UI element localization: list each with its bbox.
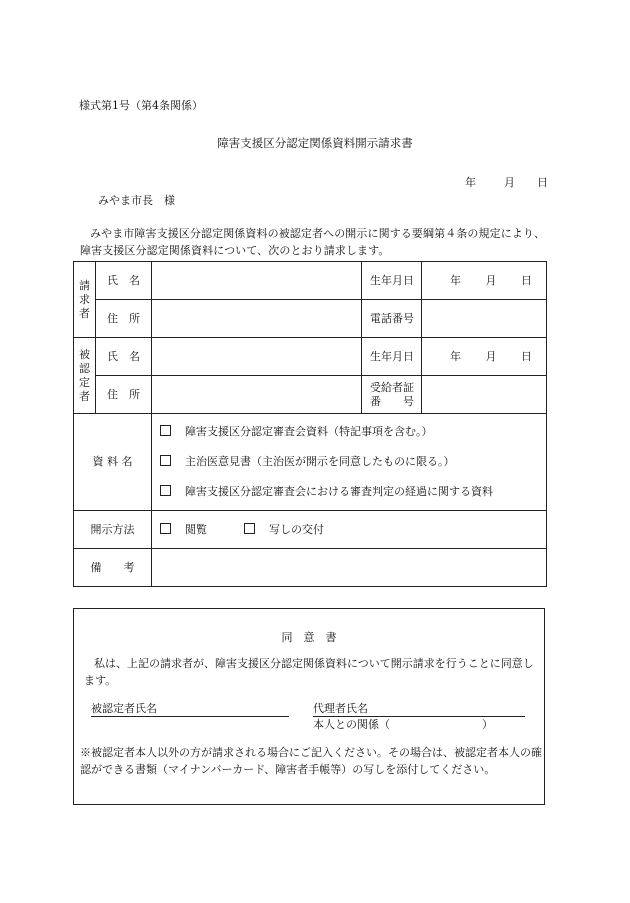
remarks-label: 備 考	[74, 549, 152, 587]
method-option-copy[interactable]: 写しの交付	[269, 522, 324, 536]
material-option-judgment-process[interactable]: 障害支援区分認定審査会における審査判定の経過に関する資料	[152, 477, 546, 507]
request-table	[73, 261, 547, 587]
requester-name-field[interactable]	[152, 262, 362, 300]
birth-day-unit: 日	[521, 273, 532, 287]
requester-group-label: 請 求 者	[74, 262, 96, 338]
date-month: 月	[504, 176, 515, 189]
material-option-review-docs[interactable]: 障害支援区分認定審査会資料（特記事項を含む。）	[152, 417, 546, 447]
requester-phone-label: 電話番号	[362, 300, 422, 338]
method-option-view[interactable]: 閲覧	[185, 522, 207, 536]
requester-address-field[interactable]	[152, 300, 362, 338]
addressee: みやま市長 様	[98, 194, 175, 207]
certified-address-field[interactable]	[152, 376, 362, 414]
requester-phone-field[interactable]	[422, 300, 547, 338]
requester-birth-label: 生年月日	[362, 262, 422, 300]
certified-name-signature-label: 被認定者氏名	[91, 702, 157, 715]
certified-name-signature-line[interactable]	[91, 700, 289, 717]
birth-month-unit: 月	[485, 273, 497, 287]
document-title: 障害支援区分認定関係資料開示請求書	[217, 136, 413, 150]
checkbox-icon[interactable]	[160, 455, 171, 466]
certificate-number-label: 受給者証 番 号	[362, 376, 422, 414]
certificate-number-field[interactable]	[422, 376, 547, 414]
material-option-doctor-opinion[interactable]: 主治医意見書（主治医が開示を同意したものに限る。）	[152, 447, 546, 477]
date-year: 年	[465, 176, 476, 189]
remarks-field[interactable]	[152, 549, 547, 587]
agent-name-signature-line[interactable]	[313, 700, 525, 717]
certified-birth-label: 生年月日	[362, 338, 422, 376]
certified-birth-field[interactable]	[422, 338, 547, 376]
checkbox-icon[interactable]	[160, 425, 171, 436]
agent-name-signature-label: 代理者氏名	[313, 702, 368, 715]
relation-field[interactable]	[313, 716, 525, 732]
consent-body: 私は、上記の請求者が、障害支援区分認定関係資料について開示請求を行うことに同意します。	[84, 657, 534, 687]
consent-note: ※被認定者本人以外の方が請求される場合にご記入ください。その場合は、被認定者本人の確認ができる書類（マイナンバーカード、障害者手帳等）の写しを添付してください。	[80, 746, 542, 776]
materials-label: 資 料 名	[74, 414, 152, 511]
requester-address-label: 住 所	[96, 300, 152, 338]
birth-day-unit: 日	[521, 349, 532, 363]
certified-name-field[interactable]	[152, 338, 362, 376]
checkbox-icon[interactable]	[244, 523, 255, 534]
requester-birth-field[interactable]	[422, 262, 547, 300]
birth-year-unit: 年	[450, 349, 461, 363]
certified-address-label: 住 所	[96, 376, 152, 414]
requester-name-label: 氏 名	[96, 262, 152, 300]
consent-title: 同 意 書	[281, 631, 337, 644]
birth-year-unit: 年	[450, 273, 461, 287]
method-options	[152, 511, 547, 549]
birth-month-unit: 月	[485, 349, 497, 363]
consent-section	[73, 608, 545, 805]
relation-close-paren: ）	[482, 718, 493, 731]
form-number-label: 様式第1号（第4条関係）	[79, 99, 203, 112]
materials-options	[152, 414, 547, 511]
intro-paragraph: みやま市障害支援区分認定関係資料の被認定者への開示に関する要綱第４条の規定により、障害支援区分認定関係資料について、次のとおり請求します。	[80, 227, 546, 257]
checkbox-icon[interactable]	[160, 485, 171, 496]
relation-label: 本人との関係（	[313, 718, 390, 731]
certified-group-label: 被 認 定 者	[74, 338, 96, 414]
certified-name-label: 氏 名	[96, 338, 152, 376]
method-label: 開示方法	[74, 511, 152, 549]
checkbox-icon[interactable]	[160, 523, 171, 534]
date-day: 日	[537, 176, 548, 189]
